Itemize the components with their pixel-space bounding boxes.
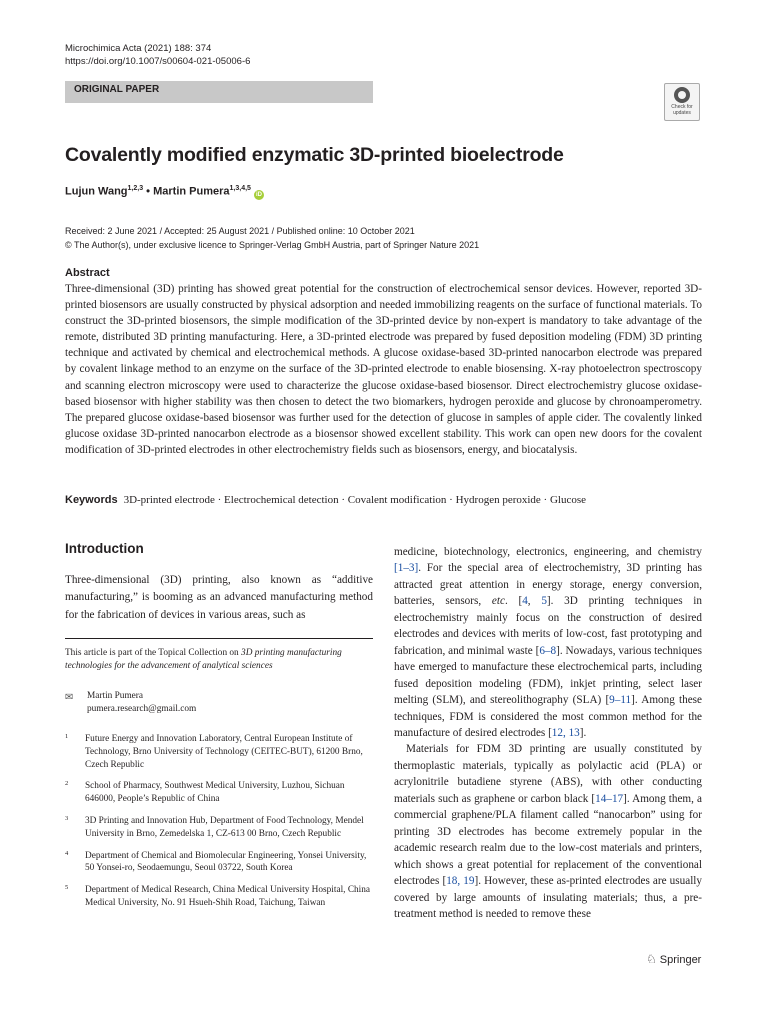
footnote-divider xyxy=(65,638,373,639)
springer-logo-icon: ♘ xyxy=(646,952,657,966)
citation-link[interactable]: 5 xyxy=(541,595,547,608)
affiliation-number: 3 xyxy=(65,814,69,822)
author-affiliation-sup: 1,3,4,5 xyxy=(229,185,251,192)
body-paragraph xyxy=(394,544,702,741)
keywords-label: Keywords xyxy=(65,494,118,506)
keywords xyxy=(65,493,586,507)
introduction-left-text: Three-dimensional (3D) printing, also known as “additive manufacturing,” is booming as an advanced manufacturing method for the fabrication of devices in various areas, such as xyxy=(65,574,373,621)
affiliation-text: 3D Printing and Innovation Hub, Department of Food Technology, Mendel University in Brno, Zemedelska 1, CZ-613 00 Brno, Czech Republic xyxy=(85,815,364,839)
journal-header xyxy=(65,42,250,68)
topical-collection-note xyxy=(65,647,373,673)
affiliation-text: Future Energy and Innovation Laboratory, Central European Institute of Technology, Brno University of Technology (CEITEC-BUT), 61200 Brno, Czech Republic xyxy=(85,734,363,770)
article-type-banner: ORIGINAL PAPER xyxy=(65,81,373,103)
check-for-updates-icon xyxy=(674,87,690,103)
topical-prefix: This article is part of the Topical Collection on xyxy=(65,648,242,658)
affiliation-item xyxy=(65,815,373,841)
author-separator: • xyxy=(146,185,151,198)
citation-link[interactable]: 12, 13 xyxy=(551,726,580,739)
publisher-footer xyxy=(646,952,701,966)
affiliation-number: 5 xyxy=(65,884,69,892)
author-affiliation-sup: 1,2,3 xyxy=(127,185,144,192)
journal-citation: Microchimica Acta (2021) 188: 374 xyxy=(65,43,212,54)
citation-link[interactable]: 18, 19 xyxy=(446,875,475,888)
affiliation-text: School of Pharmacy, Southwest Medical University, Luzhou, Sichuan 646000, People’s Republic of China xyxy=(85,781,345,805)
affiliation-item xyxy=(65,780,373,806)
contact-email[interactable]: pumera.research@gmail.com xyxy=(87,704,197,714)
body-text: ]. Among them, a commercial graphene/PLA filament called “nanocarbon” using for printing 3D electrodes has become extremely popular in the academic research realm due to the low-cost materials and printers, which shows a great potential for replacement of the conventional electrodes [ xyxy=(394,792,702,888)
body-text: ]. xyxy=(579,726,587,739)
publication-history: Received: 2 June 2021 / Accepted: 25 August 2021 / Published online: 10 October 2021 xyxy=(65,226,415,236)
body-text: etc xyxy=(491,595,505,608)
affiliation-text: Department of Medical Research, China Medical University Hospital, China Medical University, No. 91 Hsueh-Shih Road, Taichung, Taiwan xyxy=(85,885,371,908)
article-title: Covalently modified enzymatic 3D-printed bioelectrode xyxy=(65,144,564,166)
body-text: ]. However, these as-printed electrodes are usually covered by large amounts of insulating materials; thus, a pre-treatment method is needed to remove these xyxy=(394,875,703,920)
affiliation-number: 1 xyxy=(65,733,69,740)
copyright-notice: © The Author(s), under exclusive licence to Springer-Verlag GmbH Austria, part of Springer Nature 2021 xyxy=(65,240,480,250)
citation-link[interactable]: 14–17 xyxy=(595,792,624,805)
article-dates xyxy=(65,224,479,252)
author-list xyxy=(65,185,264,200)
topical-collection-title[interactable]: 3D printing manufacturing technologies for the advancement of analytical sciences xyxy=(65,648,342,671)
check-for-updates-badge[interactable] xyxy=(664,83,700,121)
abstract-heading: Abstract xyxy=(65,267,110,279)
citation-link[interactable]: [1–3] xyxy=(394,562,419,575)
contact-name: Martin Pumera xyxy=(87,691,144,701)
citation-link[interactable]: 6–8 xyxy=(539,644,557,657)
abstract-text: Three-dimensional (3D) printing has showed great potential for the construction of electrochemical sensor devices. However, reported 3D-printed biosensors are usually constructed by physical adsorption and needed immobilizing reagents on the surface of functional materials. To construct the 3D-printed biosensors, the simple modification of the 3D-printed device by non-expert is mandatory to take advantage of the remote, distributed 3D printing manufacturing. Here, a 3D-printed electrode was prepared by fused deposition modeling (FDM) 3D printing technique and activated by chemical and electrochemical methods. A glucose oxidase-based 3D-printed nanocarbon electrode was prepared by covalent linkage method to an enzyme on the surface of the 3D-printed electrode to enable biosensing. X-ray photoelectron spectroscopy and scanning electron microscopy were used to characterize the glucose oxidase-based biosensor. Direct electrochemistry glucose oxidase-based biosensor with higher stability was then chosen to detect the two biomarkers, hydrogen peroxide and glucose by chronoamperometry. The prepared glucose oxidase-based biosensor was further used for the detection of glucose in samples of apple cider. The covalently linked glucose oxidase 3D-printed nanocarbon electrode as a biosensor showed excellent stability. This work can open new doors for the covalent modification of 3D-printed electrodes in other electrochemistry fields such as biosensors, energy, and biocatalysis. xyxy=(65,283,702,456)
body-text: ]. Among these techniques, FDM is considered the most common method for the manufacture of desired electrodes [ xyxy=(394,694,702,739)
email-icon: ✉ xyxy=(65,692,74,703)
citation-link[interactable]: 9–11 xyxy=(609,694,632,707)
citation-link[interactable]: 4 xyxy=(522,595,528,608)
corresponding-author xyxy=(65,690,196,716)
body-text: . [ xyxy=(504,595,523,608)
affiliation-item xyxy=(65,850,373,876)
affiliation-item xyxy=(65,884,373,910)
publisher-name: Springer xyxy=(659,954,702,966)
check-for-updates-label: Check for updates xyxy=(671,104,693,116)
introduction-heading: Introduction xyxy=(65,541,144,556)
body-paragraph xyxy=(394,741,702,922)
affiliation-text: Department of Chemical and Biomolecular Engineering, Yonsei University, 50 Yonsei-ro, Seodaemungu, Seoul 03722, South Korea xyxy=(85,850,367,874)
body-text: , xyxy=(527,595,542,608)
introduction-right-column xyxy=(394,544,702,922)
keywords-list: 3D-printed electrode · Electrochemical detection · Covalent modification · Hydrogen peroxide · Glucose xyxy=(123,494,587,506)
body-text: medicine, biotechnology, electronics, engineering, and chemistry xyxy=(394,546,702,558)
affiliation-number: 2 xyxy=(65,780,69,788)
affiliation-number: 4 xyxy=(65,849,69,857)
body-text: ]. 3D printing techniques in electrochemistry mainly focus on the construction of desired electrodes and devices with merits of low-cost, fast prototyping and fabrication, and minimal waste [ xyxy=(394,595,703,657)
author-name[interactable]: Martin Pumera xyxy=(153,185,230,198)
affiliations-list xyxy=(65,733,373,919)
doi-link[interactable]: https://doi.org/10.1007/s00604-021-05006-6 xyxy=(65,56,251,67)
orcid-icon[interactable]: iD xyxy=(255,191,262,198)
body-text: . For the special area of electrochemistry, 3D printing has attracted great attention in energy storage, energy conversion, batteries, sensors, xyxy=(394,562,702,608)
author-name[interactable]: Lujun Wang xyxy=(65,185,128,198)
affiliation-item xyxy=(65,733,373,771)
body-text: Materials for FDM 3D printing are usually constituted by thermoplastic materials, typically as polylactic acid (PLA) or acrylonitrile butadiene styrene (ABS), with other conducting materials such as graphene or carbon black [ xyxy=(394,743,702,805)
body-text: ]. Nowadays, various techniques have emerged to manufacture these electrochemical parts, including fused deposition modeling (FDM), inkjet printing, select laser melting (SLM), and stereolithography (SLA) [ xyxy=(394,644,703,707)
